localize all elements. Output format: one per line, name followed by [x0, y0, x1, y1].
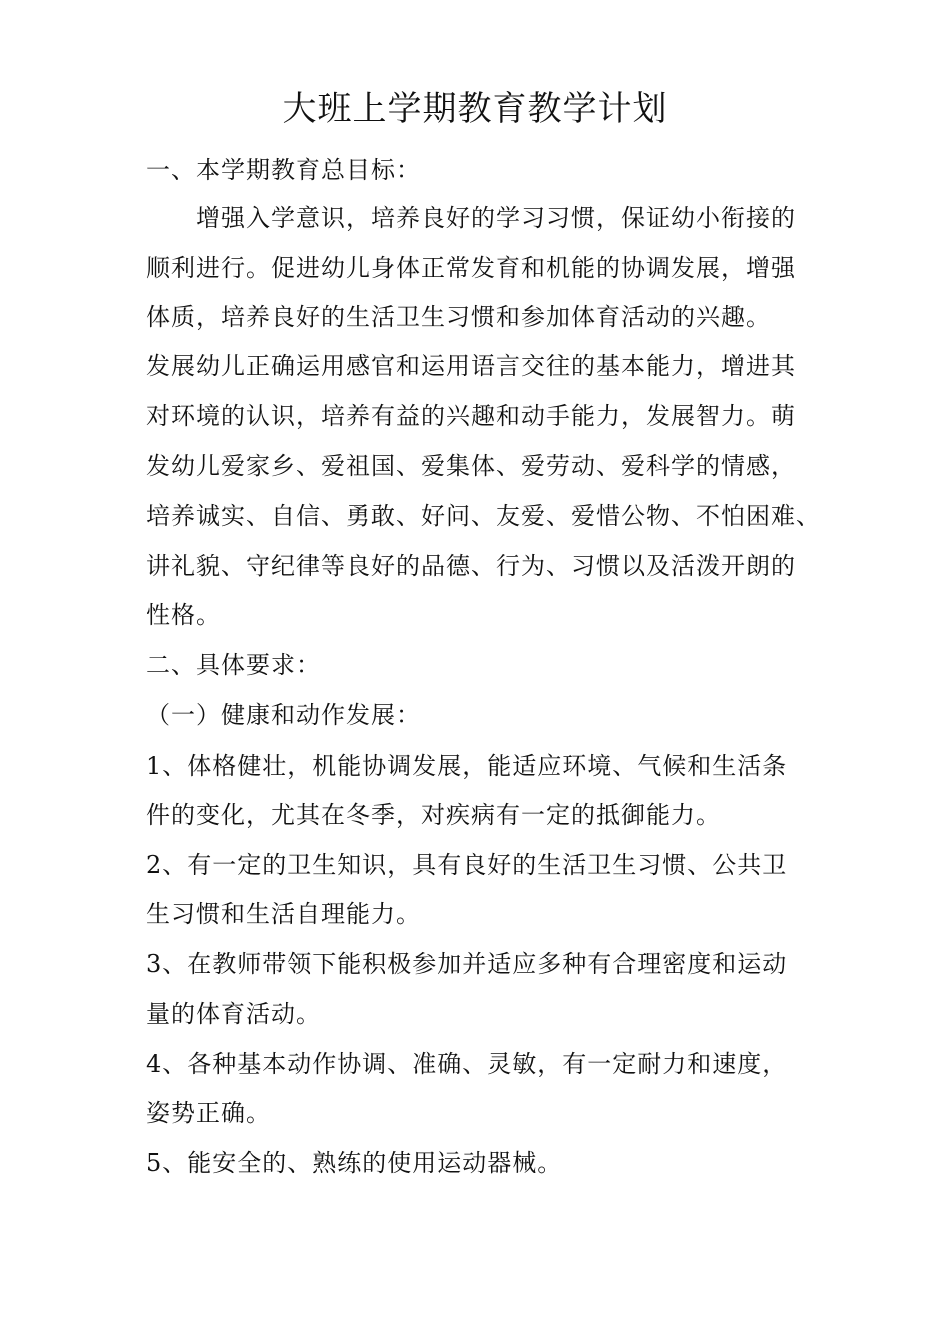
list-item-line: 1、体格健壮，机能协调发展，能适应环境、气候和生活条 — [146, 752, 788, 780]
list-item-line: 件的变化，尤其在冬季，对疾病有一定的抵御能力。 — [146, 801, 721, 829]
list-item-line: 5、能安全的、熟练的使用运动器械。 — [146, 1149, 563, 1177]
paragraph-line: 性格。 — [146, 601, 221, 629]
list-item-line: 4、各种基本动作协调、准确、灵敏，有一定耐力和速度， — [146, 1050, 788, 1078]
paragraph-line: 对环境的认识，培养有益的兴趣和动手能力，发展智力。萌 — [146, 402, 796, 430]
paragraph-line: 发幼儿爱家乡、爱祖国、爱集体、爱劳动、爱科学的情感， — [146, 452, 796, 480]
subsection-heading-health: （一）健康和动作发展： — [146, 701, 421, 729]
list-item-line: 生习惯和生活自理能力。 — [146, 900, 421, 928]
document-title: 大班上学期教育教学计划 — [282, 89, 668, 129]
paragraph-line: 培养诚实、自信、勇敢、好问、友爱、爱惜公物、不怕困难、 — [146, 502, 821, 530]
paragraph-line: 发展幼儿正确运用感官和运用语言交往的基本能力，增进其 — [146, 352, 796, 380]
list-item-line: 量的体育活动。 — [146, 1000, 321, 1028]
list-item-line: 姿势正确。 — [146, 1099, 271, 1127]
paragraph-line: 顺利进行。促进幼儿身体正常发育和机能的协调发展，增强 — [146, 254, 796, 282]
section-heading-goals: 一、本学期教育总目标： — [146, 156, 421, 184]
paragraph-line: 讲礼貌、守纪律等良好的品德、行为、习惯以及活泼开朗的 — [146, 552, 796, 580]
paragraph-line: 体质，培养良好的生活卫生习惯和参加体育活动的兴趣。 — [146, 303, 771, 331]
list-item-line: 2、有一定的卫生知识，具有良好的生活卫生习惯、公共卫 — [146, 851, 788, 879]
list-item-line: 3、在教师带领下能积极参加并适应多种有合理密度和运动 — [146, 950, 788, 978]
paragraph-line: 增强入学意识，培养良好的学习习惯，保证幼小衔接的 — [196, 204, 796, 232]
section-heading-requirements: 二、具体要求： — [146, 651, 321, 679]
